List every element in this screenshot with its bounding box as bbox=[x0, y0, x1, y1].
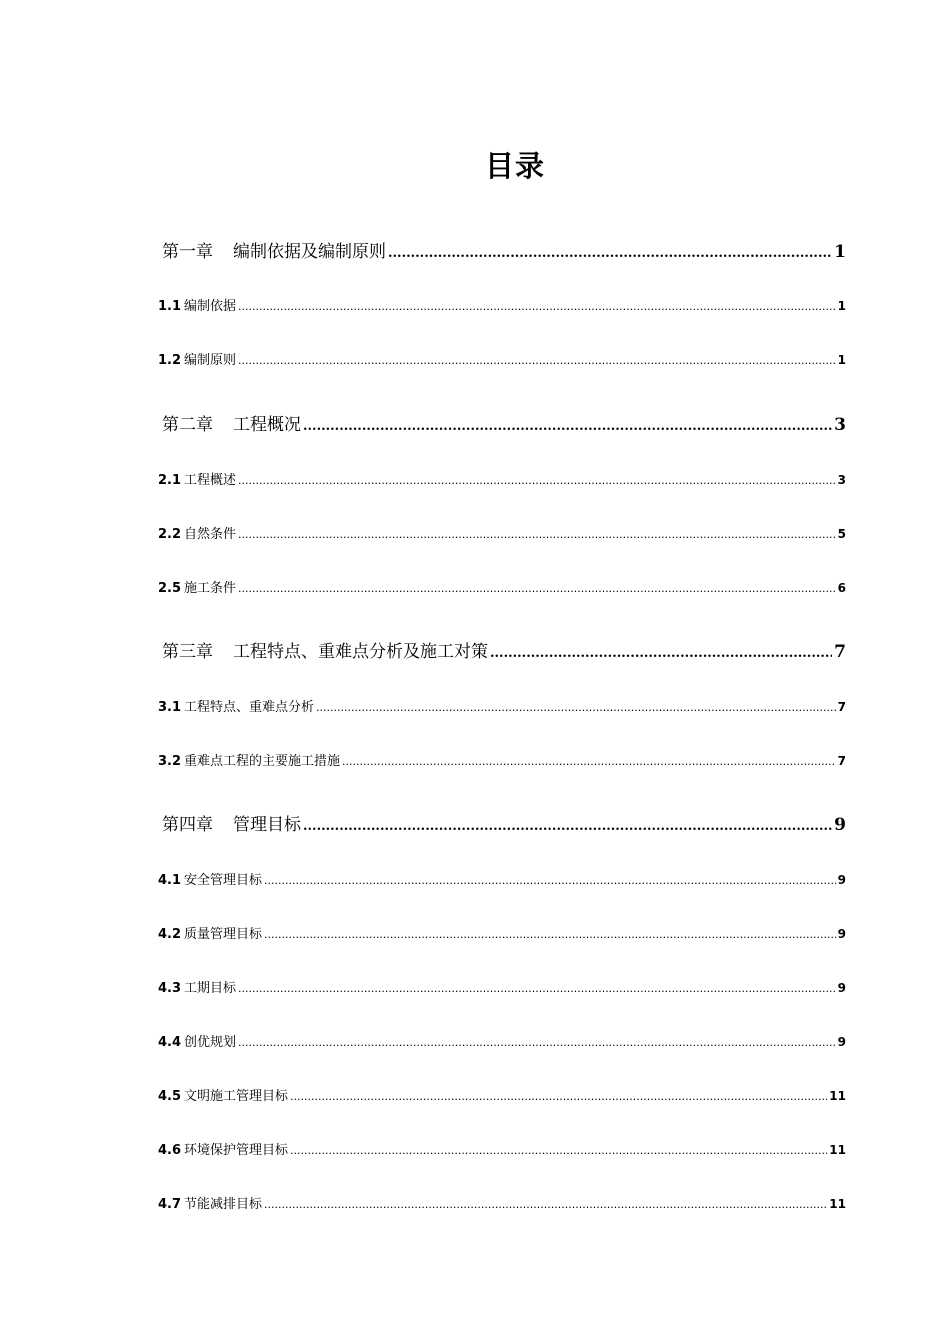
dot-leader bbox=[290, 1089, 827, 1104]
entry-number: 第一章 bbox=[162, 242, 213, 262]
entry-number: 第三章 bbox=[162, 642, 213, 662]
entry-text: 工程特点、重难点分析 bbox=[184, 700, 315, 715]
entry-number: 2.5 bbox=[158, 581, 182, 596]
entry-text: 安全管理目标 bbox=[184, 873, 263, 888]
toc-entry-section[interactable] bbox=[158, 577, 846, 596]
entry-text: 节能减排目标 bbox=[184, 1197, 263, 1212]
toc-entry-section[interactable] bbox=[158, 349, 846, 368]
entry-page: 7 bbox=[837, 754, 846, 768]
toc-entry-section[interactable] bbox=[158, 1085, 846, 1104]
entry-page: 11 bbox=[829, 1143, 846, 1157]
toc-entry-section[interactable] bbox=[158, 469, 846, 488]
entry-page: 7 bbox=[834, 642, 846, 662]
entry-text: 编制依据 bbox=[184, 299, 237, 314]
entry-text: 重难点工程的主要施工措施 bbox=[184, 754, 341, 769]
toc-entry-section[interactable] bbox=[158, 869, 846, 888]
dot-leader bbox=[238, 353, 836, 368]
entry-page: 11 bbox=[829, 1089, 846, 1103]
entry-page: 3 bbox=[834, 415, 846, 435]
dot-leader bbox=[490, 642, 832, 662]
dot-leader bbox=[264, 873, 836, 888]
entry-text: 工程特点、重难点分析及施工对策 bbox=[233, 642, 488, 662]
entry-page: 6 bbox=[837, 581, 846, 595]
entry-text: 工程概述 bbox=[184, 473, 237, 488]
entry-number: 3.1 bbox=[158, 700, 182, 715]
toc-entry-chapter[interactable] bbox=[162, 810, 846, 835]
entry-number: 4.6 bbox=[158, 1143, 182, 1158]
entry-page: 9 bbox=[837, 981, 846, 995]
entry-page: 9 bbox=[837, 873, 846, 887]
dot-leader bbox=[238, 527, 836, 542]
entry-text: 编制原则 bbox=[184, 353, 237, 368]
toc-entry-section[interactable] bbox=[158, 1031, 846, 1050]
entry-number: 4.4 bbox=[158, 1035, 182, 1050]
entry-text: 自然条件 bbox=[184, 527, 237, 542]
entry-number: 1.2 bbox=[158, 353, 182, 368]
entry-page: 1 bbox=[837, 353, 846, 367]
entry-page: 1 bbox=[837, 299, 846, 313]
entry-page: 11 bbox=[829, 1197, 846, 1211]
dot-leader bbox=[238, 1035, 836, 1050]
dot-leader bbox=[303, 815, 832, 835]
entry-number: 4.2 bbox=[158, 927, 182, 942]
toc-entry-section[interactable] bbox=[158, 1139, 846, 1158]
toc-entry-chapter[interactable] bbox=[162, 410, 846, 435]
entry-page: 7 bbox=[837, 700, 846, 714]
toc-entry-section[interactable] bbox=[158, 977, 846, 996]
entry-text: 环境保护管理目标 bbox=[184, 1143, 289, 1158]
toc-title: 目录 bbox=[484, 149, 545, 183]
entry-number: 4.1 bbox=[158, 873, 182, 888]
dot-leader bbox=[342, 754, 836, 769]
entry-text: 质量管理目标 bbox=[184, 927, 263, 942]
toc-entry-section[interactable] bbox=[158, 523, 846, 542]
dot-leader bbox=[238, 581, 836, 596]
entry-number: 4.3 bbox=[158, 981, 182, 996]
dot-leader bbox=[264, 1197, 827, 1212]
dot-leader bbox=[290, 1143, 827, 1158]
dot-leader bbox=[238, 981, 836, 996]
entry-number: 第二章 bbox=[162, 415, 213, 435]
entry-number: 第四章 bbox=[162, 815, 213, 835]
entry-text: 施工条件 bbox=[184, 581, 237, 596]
toc-entry-section[interactable] bbox=[158, 1193, 846, 1212]
entry-text: 编制依据及编制原则 bbox=[233, 242, 386, 262]
dot-leader bbox=[316, 700, 836, 715]
entry-page: 9 bbox=[834, 815, 846, 835]
entry-number: 2.1 bbox=[158, 473, 182, 488]
entry-number: 2.2 bbox=[158, 527, 182, 542]
dot-leader bbox=[303, 415, 832, 435]
dot-leader bbox=[264, 927, 836, 942]
entry-text: 工期目标 bbox=[184, 981, 237, 996]
toc-entry-section[interactable] bbox=[158, 923, 846, 942]
entry-page: 5 bbox=[837, 527, 846, 541]
entry-text: 工程概况 bbox=[233, 415, 301, 435]
entry-number: 4.7 bbox=[158, 1197, 182, 1212]
entry-page: 3 bbox=[837, 473, 846, 487]
entry-number: 4.5 bbox=[158, 1089, 182, 1104]
entry-page: 1 bbox=[834, 242, 846, 262]
entry-number: 3.2 bbox=[158, 754, 182, 769]
toc-entry-section[interactable] bbox=[158, 696, 846, 715]
entry-number: 1.1 bbox=[158, 299, 182, 314]
entry-page: 9 bbox=[837, 927, 846, 941]
dot-leader bbox=[388, 242, 832, 262]
entry-page: 9 bbox=[837, 1035, 846, 1049]
entry-text: 创优规划 bbox=[184, 1035, 237, 1050]
dot-leader bbox=[238, 299, 836, 314]
dot-leader bbox=[238, 473, 836, 488]
entry-text: 管理目标 bbox=[233, 815, 301, 835]
toc-entry-chapter[interactable] bbox=[162, 637, 846, 662]
toc-entry-section[interactable] bbox=[158, 295, 846, 314]
toc-entry-section[interactable] bbox=[158, 750, 846, 769]
entry-text: 文明施工管理目标 bbox=[184, 1089, 289, 1104]
toc-entry-chapter[interactable] bbox=[162, 237, 846, 262]
